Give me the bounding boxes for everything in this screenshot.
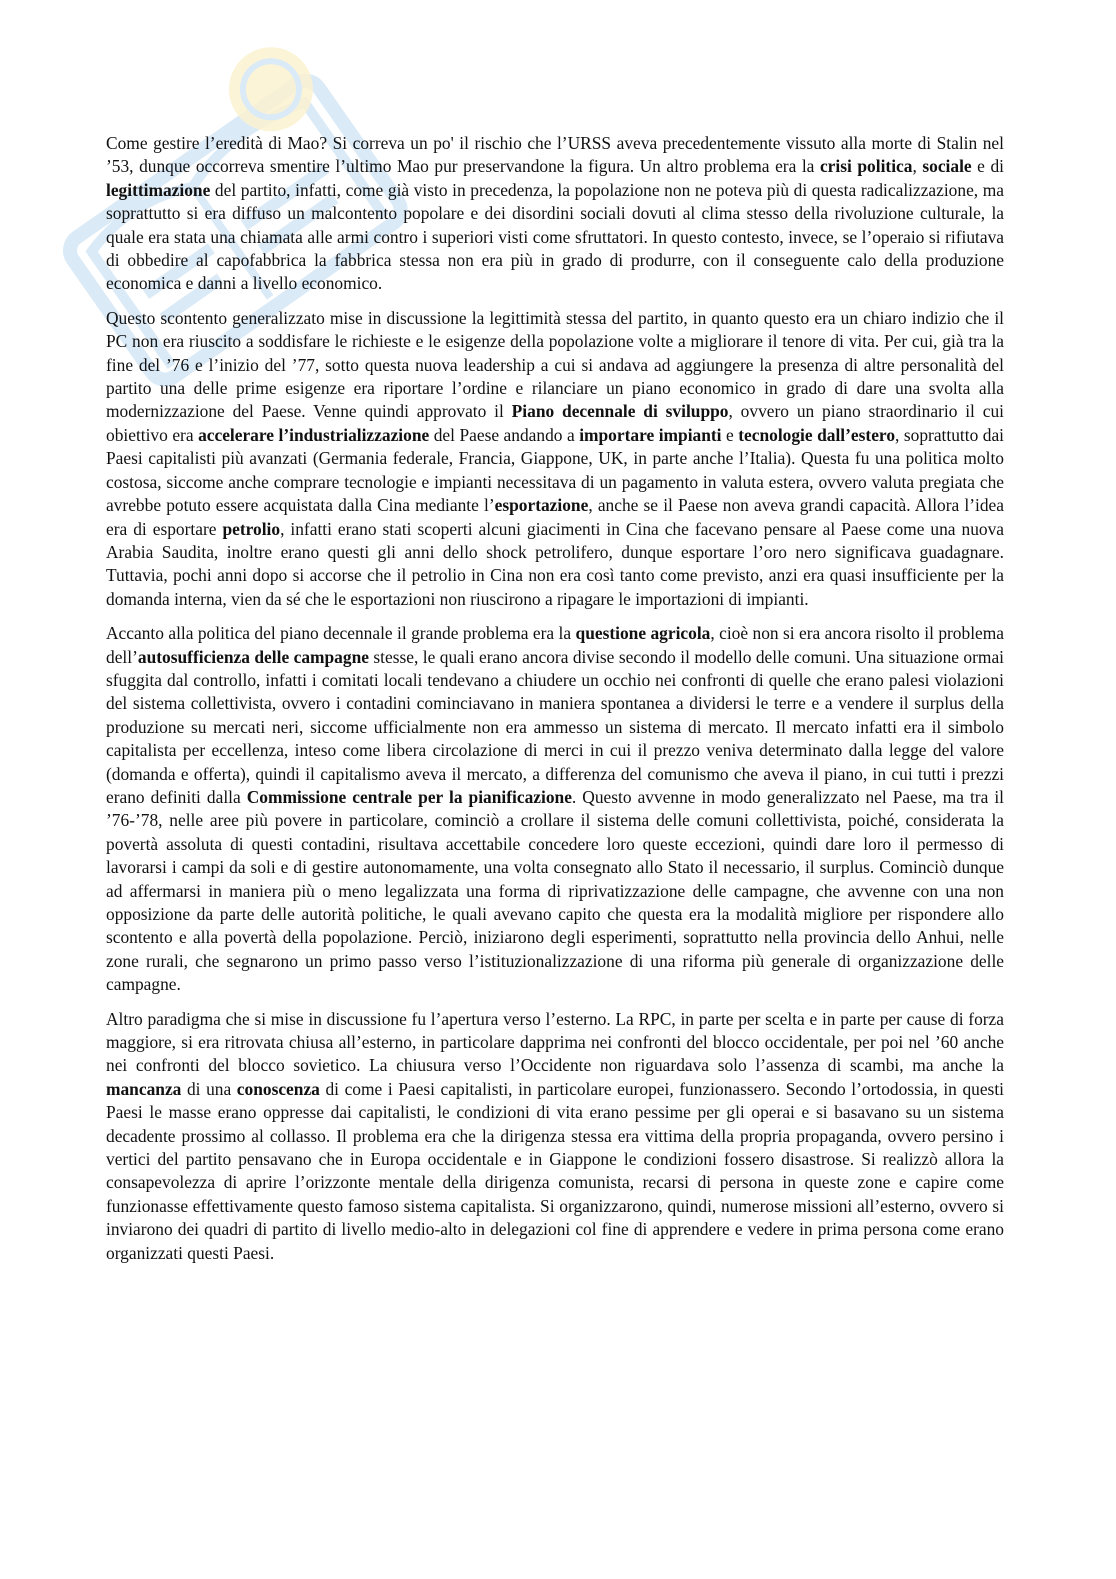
bold-text: tecnologie dall’estero [738, 424, 896, 445]
bold-text: legittimazione [106, 179, 211, 200]
text-run: Come gestire l’eredità di Mao? Si correva un po' il rischio che l’URSS aveva precedentemente vissuto alla morte di Stalin nel ’53, dunque occorreva smentire l’ultimo Mao pur preservandone la figura. Un altro problema era la [106, 133, 1004, 177]
text-run: , soprattutto dai Paesi capitalisti più avanzati (Germania federale, Francia, Giappone, UK, in parte anche l’Italia). Questa fu una politica molto costosa, siccome anche comprare tecnologie e impianti necessitava di un pagamento in valuta estera, ovvero valuta pregiata che avrebbe potuto essere acquistata dalla Cina mediante l’ [106, 424, 1005, 516]
bold-text: Commissione centrale per la pianificazione [246, 786, 572, 807]
text-run: , ovvero un piano straordinario il cui obiettivo era [106, 401, 1004, 445]
text-run: . Questo avvenne in modo generalizzato nel Paese, ma tra il ’76-’78, nelle aree più povere in particolare, cominciò a crollare il sistema delle comuni collettivista, poiché, considerata la povertà assoluta di questi contadini, risultava accettabile concedere loro queste eccezioni, quindi dare loro il permesso di lavorarsi i campi da soli e di gestire autonomamente, una volta consegnato allo Stato il necessario, il surplus. Cominciò dunque ad affermarsi in maniera più o meno legalizzata una forma di riprivatizzazione delle campagne, che avvenne con una non opposizione da parte delle autorità politiche, le quali avevano capito che questa era la modalità migliore per rispondere allo scontento e alla povertà della popolazione. Perciò, iniziarono degli esperimenti, soprattutto nella provincia dello Anhui, nelle zone rurali, che segnarono un primo passo verso l’istituzionalizzazione di una riforma più generale di organizzazione delle campagne. [106, 786, 1005, 995]
text-run: Questo scontento generalizzato mise in discussione la legittimità stessa del partito, in quanto questo era un chiaro indizio che il PC non era riuscito a soddisfare le richieste e le esigenze della popolazione volte a migliorare il tenore di vita. Per cui, già tra la fine del ’76 e l’inizio del ’77, sotto questa nuova leadership a cui si andava ad aggiungere la presenza di altre personalità del partito una delle prime esigenze era riportare l’ordine e rilanciare un piano economico in grado di dare una svolta alla modernizzazione del Paese. Venne quindi approvato il [106, 307, 1004, 422]
text-run: del Paese andando a [429, 424, 580, 445]
text-run: Altro paradigma che si mise in discussione fu l’apertura verso l’esterno. La RPC, in parte per scelta e in parte per cause di forza maggiore, si era ritrovata chiusa all’esterno, in particolare dapprima nei confronti del blocco occidentale, per poi nel ’60 anche nei confronti del blocco sovietico. La chiusura verso l’Occidente non riguardava solo l’assenza di scambi, ma anche la [106, 1008, 1004, 1076]
bold-text: accelerare l’industrializzazione [198, 424, 430, 445]
bold-text: conoscenza [236, 1078, 320, 1099]
document-body [106, 132, 1004, 1276]
text-run: , anche se il Paese non aveva grandi capacità. Allora l’idea era di esportare [106, 495, 1004, 539]
paragraph-2 [106, 307, 1004, 611]
bold-text: mancanza [106, 1078, 182, 1099]
text-run: di una [181, 1078, 237, 1099]
text-run: , cioè non si era ancora risolto il problema dell’ [106, 623, 1004, 667]
bold-text: questione agricola [575, 623, 711, 644]
bold-text: importare impianti [579, 424, 722, 445]
bold-text: autosufficienza delle campagne [137, 646, 369, 667]
paragraph-3 [106, 622, 1004, 997]
text-run: del partito, infatti, come già visto in precedenza, la popolazione non ne poteva più di questa radicalizzazione, ma soprattutto si era diffuso un malcontento popolare e dei disordini sociali dovuti al clima stesso della rivoluzione culturale, la quale era stata una chiamata alle armi contro i superiori visti come sfruttatori. In questo contesto, invece, se l’operaio si rifiutava di obbedire al capofabbrica la fabbrica stessa non era più in grado di produrre, con il conseguente calo della produzione economica e danni a livello economico. [106, 179, 1004, 294]
text-run: di come i Paesi capitalisti, in particolare europei, funzionassero. Secondo l’ortodossia, in questi Paesi le masse erano oppresse dai capitalisti, le condizioni di vita erano pessime per gli operai e si basavano su un sistema decadente prossimo al collasso. Il problema era che la dirigenza stessa era vittima della propria propaganda, ovvero persino i vertici del partito pensavano che in Europa occidentale e in Giappone le condizioni fossero disastrose. Si realizzò allora la consapevolezza di aprire l’orizzonte mentale della dirigenza comunista, recarsi di persona in queste zone e capire come funzionasse effettivamente questo famoso sistema capitalista. Si organizzarono, quindi, numerose missioni all’esterno, ovvero si inviarono dei quadri di partito di livello medio-alto in delegazioni col fine di apprendere e vedere in prima persona come erano organizzati questi Paesi. [106, 1078, 1004, 1263]
text-run: Accanto alla politica del piano decennale il grande problema era la [106, 623, 576, 644]
paragraph-4 [106, 1008, 1004, 1265]
text-run: stesse, le quali erano ancora divise secondo il modello delle comuni. Una situazione ormai sfuggita dal controllo, infatti i comitati locali tendevano a chiudere un occhio nei confronti di quelle che erano palesi violazioni del sistema collettivista, ovvero i contadini cominciavano in maniera spontanea a dividersi le terre e a vendere il surplus della produzione su mercati neri, siccome ufficialmente non era ammesso un sistema di mercato. Il mercato infatti era il simbolo capitalista per eccellenza, inteso come libera circolazione di merci in cui il prezzo veniva determinato dalla legge del valore (domanda e offerta), quindi il capitalismo aveva il mercato, a differenza del comunismo che aveva il piano, in cui tutti i prezzi erano definiti dalla [106, 646, 1004, 807]
paragraph-1 [106, 132, 1004, 296]
text-run: , [912, 156, 923, 177]
bold-text: sociale [922, 156, 972, 177]
text-run: , infatti erano stati scoperti alcuni giacimenti in Cina che facevano pensare al Paese come una nuova Arabia Saudita, inoltre erano questi gli anni dello shock petrolifero, dunque esportare l’oro nero significava guadagnare. Tuttavia, pochi anni dopo si accorse che il petrolio in Cina non era così tanto come previsto, anzi era quasi insufficiente per la domanda interna, vien da sé che le esportazioni non riuscirono a ripagare le importazioni di impianti. [106, 518, 1005, 609]
bold-text: crisi politica [819, 156, 913, 177]
bold-text: esportazione [494, 495, 589, 516]
bold-text: Piano decennale di sviluppo [511, 401, 729, 422]
text-run: e di [971, 156, 1004, 177]
text-run: e [721, 424, 739, 445]
bold-text: petrolio [222, 518, 281, 539]
